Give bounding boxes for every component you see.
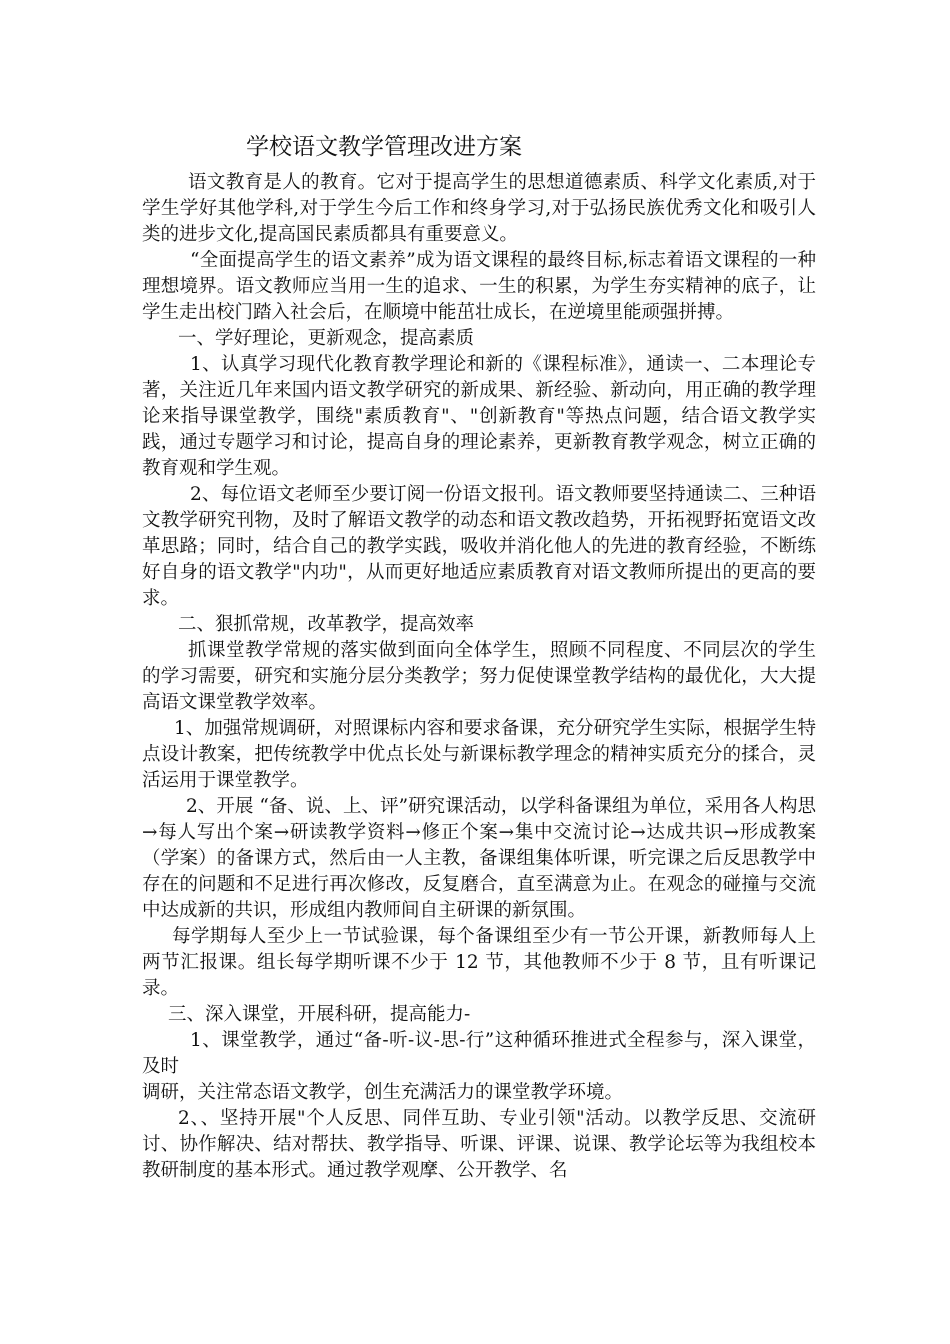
paragraph-list bbox=[142, 170, 816, 1184]
paragraph: 1、加强常规调研，对照课标内容和要求备课，充分研究学生实际，根据学生特点设计教案，把传统教学中优点长处与新课标教学理念的精神实质充分的揉合，灵活运用于课堂教学。 bbox=[142, 718, 816, 791]
section-heading: 一、学好理论，更新观念，提高素质 bbox=[178, 328, 475, 349]
paragraph: 1、认真学习现代化教育教学理论和新的《课程标准》，通读一、二本理论专著，关注近几年来国内语文教学研究的新成果、新经验、新动向，用正确的教学理论来指导课堂教学，围绕"素质教育"、"创新教育"等热点问题，结合语文教学实践，通过专题学习和讨论，提高自身的理论素养，更新教育教学观念，树立正确的教育观和学生观。 bbox=[142, 354, 816, 479]
paragraph: 语文教育是人的教育。它对于提高学生的思想道德素质、科学文化素质,对于学生学好其他学科,对于学生今后工作和终身学习,对于弘扬民族优秀文化和吸引人类的进步文化,提高国民素质都具有重要意义。 bbox=[142, 172, 816, 245]
section-heading: 二、狠抓常规，改革教学，提高效率 bbox=[178, 614, 475, 635]
paragraph: 1、课堂教学，通过“备-听-议-思-行”这种循环推进式全程参与，深入课堂， 及时 bbox=[142, 1030, 816, 1077]
document-body bbox=[142, 130, 816, 1184]
paragraph: 2、每位语文老师至少要订阅一份语文报刊。语文教师要坚持通读二、三种语文教学研究刊物，及时了解语文教学的动态和语文教改趋势，开拓视野拓宽语文改革思路；同时，结合自己的教学实践，吸收并消化他人的先进的教育经验，不断练好自身的语文教学"内功"，从而更好地适应素质教育对语文教师所提出的更高的要求。 bbox=[142, 484, 816, 609]
paragraph: 抓课堂教学常规的落实做到面向全体学生，照顾不同程度、不同层次的学生的学习需要，研究和实施分层分类教学；努力促使课堂教学结构的最优化，大大提高语文课堂教学效率。 bbox=[142, 640, 816, 713]
document-title: 学校语文教学管理改进方案 bbox=[246, 134, 522, 160]
paragraph: 每学期每人至少上一节试验课，每个备课组至少有一节公开课，新教师每人上两节汇报课。组长每学期听课不少于 12 节，其他教师不少于 8 节，且有听课记录。 bbox=[142, 926, 816, 999]
paragraph: 调研，关注常态语文教学，创生充满活力的课堂教学环境。 bbox=[142, 1082, 624, 1103]
section-heading: 三、深入课堂，开展科研，提高能力- bbox=[168, 1004, 471, 1025]
paragraph: 2、、坚持开展"个人反思、同伴互助、专业引领"活动。以教学反思、交流研讨、协作解决、结对帮扶、教学指导、听课、评课、说课、教学论坛等为我组校本教研制度的基本形式。通过教学观摩、公开教学、名 bbox=[142, 1108, 816, 1181]
paragraph: “全面提高学生的语文素养”成为语文课程的最终目标,标志着语文课程的一种理想境界。语文教师应当用一生的追求、一生的积累，为学生夯实精神的底子，让学生走出校门踏入社会后，在顺境中能茁壮成长，在逆境里能顽强拼搏。 bbox=[142, 250, 816, 323]
paragraph: 2、开展 “备、说、上、评”研究课活动，以学科备课组为单位，采用各人构思→每人写出个案→研读教学资料→修正个案→集中交流讨论→达成共识→形成教案（学案）的备课方式，然后由一人主教，备课组集体听课，听完课之后反思教学中存在的问题和不足进行再次修改，反复磨合，直至满意为止。在观念的碰撞与交流中达成新的共识，形成组内教师间自主研课的新氛围。 bbox=[142, 796, 816, 921]
